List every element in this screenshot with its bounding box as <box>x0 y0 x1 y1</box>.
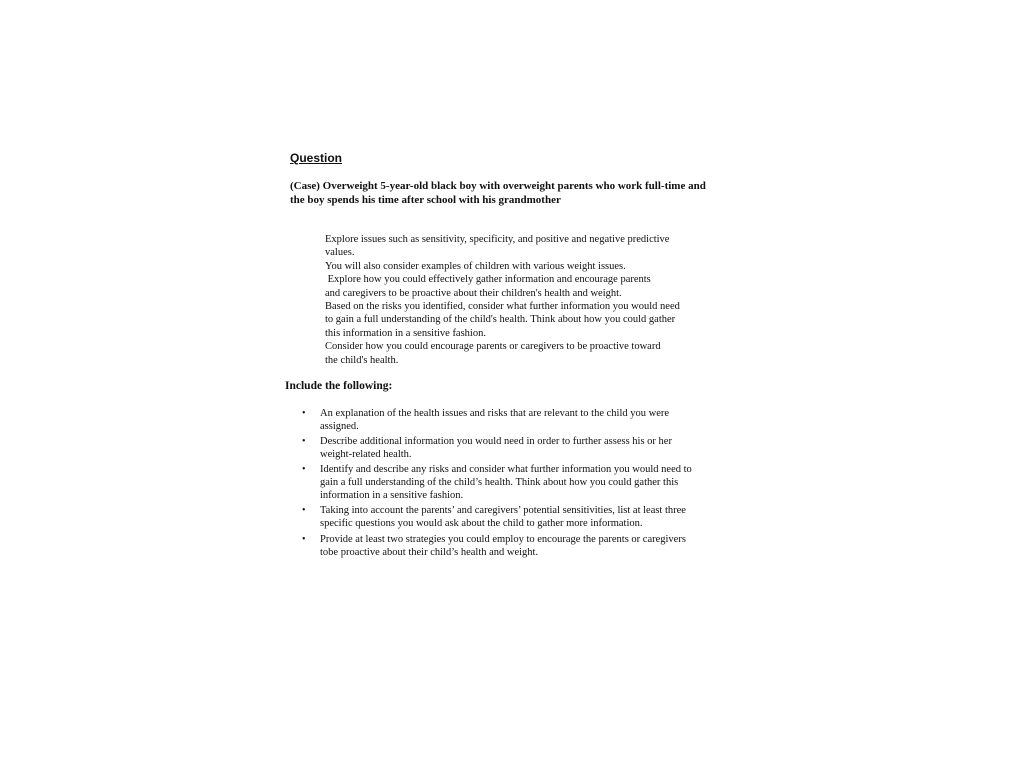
question-heading: Question <box>290 151 343 165</box>
explore-line: You will also consider examples of children with various weight issues. <box>325 260 626 272</box>
list-item-line: information in a sensitive fashion. <box>320 490 464 502</box>
list-item <box>302 504 742 531</box>
explore-line: Explore issues such as sensitivity, specificity, and positive and negative predictive <box>325 234 670 245</box>
case-title-line: the boy spends his time after school with his grandmother <box>290 193 561 206</box>
explore-line: to gain a full understanding of the child's health. Think about how you could gather <box>325 314 676 326</box>
case-title-line: (Case) Overweight 5-year-old black boy with overweight parents who work full-time and <box>290 180 706 192</box>
bullet-icon: • <box>302 408 306 419</box>
list-item-line: gain a full understanding of the child’s health. Think about how you could gather this <box>320 477 679 489</box>
explore-line: Based on the risks you identified, consider what further information you would need <box>325 301 680 313</box>
list-item-line: Describe additional information you would need in order to further assess his or her <box>320 435 672 447</box>
list-item-line: Identify and describe any risks and consider what further information you would need to <box>320 463 692 475</box>
bullet-icon: • <box>302 435 306 447</box>
list-item <box>302 407 742 434</box>
explore-paragraph <box>325 233 735 367</box>
bullet-icon: • <box>302 504 306 516</box>
list-item-line: assigned. <box>320 421 359 433</box>
list-item-line: Taking into account the parents’ and caregivers’ potential sensitivities, list at least three <box>320 504 686 516</box>
list-item-line: weight-related health. <box>320 449 412 461</box>
list-item-line: An explanation of the health issues and risks that are relevant to the child you were <box>320 408 670 419</box>
list-item-line: specific questions you would ask about the child to gather more information. <box>320 518 643 530</box>
explore-line: the child's health. <box>325 354 399 366</box>
requirements-list <box>302 407 742 560</box>
bullet-icon: • <box>302 463 306 475</box>
explore-line: Explore how you could effectively gather information and encourage parents <box>325 274 651 286</box>
list-item <box>302 463 742 503</box>
explore-line: this information in a sensitive fashion. <box>325 327 486 339</box>
case-title <box>290 180 740 207</box>
explore-line: and caregivers to be proactive about their children's health and weight. <box>325 287 622 299</box>
list-item <box>302 533 742 560</box>
include-heading: Include the following: <box>285 380 393 392</box>
list-item <box>302 435 742 462</box>
list-item-line: Provide at least two strategies you could employ to encourage the parents or caregivers <box>320 533 686 545</box>
list-item-line: tobe proactive about their child’s health and weight. <box>320 547 539 559</box>
explore-line: Consider how you could encourage parents or caregivers to be proactive toward <box>325 341 661 353</box>
explore-line: values. <box>325 247 355 259</box>
bullet-icon: • <box>302 533 306 545</box>
